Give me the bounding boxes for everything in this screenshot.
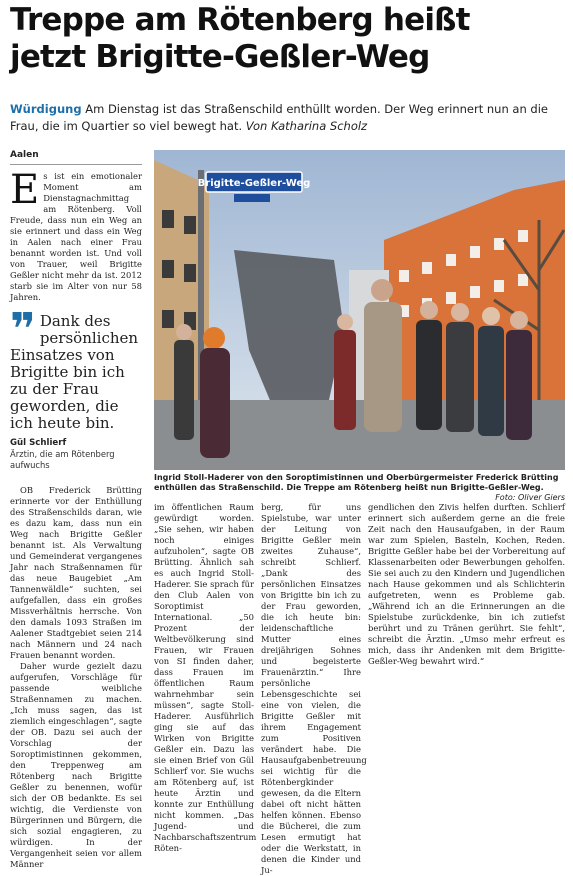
quote-mark-icon: ❞: [10, 304, 36, 355]
photo-caption: [154, 473, 565, 503]
text-column-2: [261, 502, 367, 876]
column-1-text: im öffentlichen Raum gewürdigt worden. „Sie sehen, wir haben noch einiges aufzuholen“, sagte OB Brütting. Ähnlich sah es auch Ingrid Stoll-Haderer. Sie sprach für den Club Aalen von Soroptimist International. „50 Prozent der Weltbevölkerung sind Frauen, wir Frauen von SI finden daher, dass Frauen im öffentlichen Raum wahrnehmbar sein müssen“, sagte Stoll-Haderer. Ausführlich ging sie auf das Wirken von Brigitte Geßler ein. Dazu las sie einen Brief von Gül Schlierf vor. Sie wuchs am Rötenberg auf, ist heute Ärztin und konnte zur Enthüllung nicht kommen. „Das Jugend- und Nachbarschaftszentrum Röten-: [154, 502, 257, 853]
caption-text: Ingrid Stoll-Haderer von den Soroptimistinnen und Oberbürgermeister Frederick Brütting enthüllen das Straßenschild. Die Treppe am Rötenberg heißt nun Brigitte-Geßler-Weg.: [154, 473, 559, 492]
column-3-text: gendlichen den Zivis helfen durften. Schlierf erinnert sich außerdem gerne an die freie Zeit nach den Hausaufgaben, in der Raum war zum Spielen, Basteln, Kochen, Reden. Brigitte Geßler habe bei der Vorbereitung auf Klassenarbeiten oder Bewerbungen geholfen. Sie sei auch zu den Kindern und Jugendlichen nach Hause gekommen und als Schlichterin aufgetreten, wenn es Probleme gab. „Während ich an die Erinnerungen an die Spielstube zurückdenke, bin ich zutiefst berührt und zu Tränen gerührt. Sie fehlt“, schreibt die Ärztin. „Umso mehr erfreut es mich, dass ihr Andenken mit dem Brigitte-Geßler-Weg bewahrt wird.“: [368, 502, 565, 666]
intro-text: Am Dienstag ist das Straßenschild enthüllt worden. Der Weg erinnert nun an die Frau, die im Quartier so viel bewegt hat.: [10, 102, 548, 133]
quote-text: Dank des persönlichen Einsatzes von Brigitte bin ich zu der Frau geworden, die ich heute bin.: [10, 312, 139, 432]
article-photo: [154, 150, 565, 470]
pull-quote: [10, 304, 142, 471]
quote-author-role: Ärztin, die am Rötenberg aufwuchs: [10, 449, 115, 470]
left-column: [10, 150, 142, 870]
headline-line-2: jetzt Brigitte-Geßler-Weg: [10, 39, 430, 75]
intro-author: Von Katharina Scholz: [245, 119, 368, 133]
lead-paragraph: [10, 167, 142, 303]
quote-author: Gül Schlierf: [10, 438, 67, 448]
street-sign-text: Brigitte-Geßler-Weg: [197, 178, 311, 189]
intro-paragraph: [10, 101, 565, 135]
headline: [10, 2, 565, 76]
photo-credit: Foto: Oliver Giers: [495, 493, 565, 502]
body-paragraph-2: Daher wurde gezielt dazu aufgerufen, Vorschläge für passende weibliche Straßennamen zu machen. „Ich muss sagen, das ist ziemlich eingeschlagen“, sagte der OB. Dazu sei auch der Vorschlag der Soroptimistinnen gekommen, den Treppenweg am Rötenberg nach Brigitte Geßler zu benennen, wofür sich der OB bedankte. Es sei wichtig, die Verdienste von Bürgerinnen und Bürgern, die sich sozial engagieren, zu würdigen. In der Vergangenheit seien vor allem Männer: [10, 661, 142, 869]
body-paragraph-1: OB Frederick Brütting erinnerte vor der Enthüllung des Straßenschilds daran, wie es dazu kam, dass nun ein Weg nach Brigitte Geßler benannt ist. Als Verwaltung und Gemeinderat vergangenes Jahr nach Straßennamen für das neue Baugebiet „Am Tannenwäldle“ suchten, sei aufgefallen, dass ein großes Missverhältnis herrsche. Von den damals 1093 Straßen im Aalener Stadtgebiet seien 214 nach Männern und 24 nach Frauen benannt worden.: [10, 485, 142, 660]
drop-cap: E: [10, 167, 40, 213]
intro-kicker: Würdigung: [10, 102, 82, 116]
text-column-1: [154, 502, 257, 854]
section-label: Aalen: [10, 150, 142, 165]
text-column-3: [368, 502, 565, 667]
photo-illustration: [154, 150, 565, 470]
column-2-text: berg, für uns Spielstube, war unter der Leitung von Brigitte Geßler mein zweites Zuhause“, schreibt Schlierf. „Dank des persönlichen Einsatzes von Brigitte bin ich zu der Frau geworden, die ich heute bin: leidenschaftliche Mutter eines dreijährigen Sohnes und begeisterte Frauenärztin.“ Ihre persönliche Lebensgeschichte sei eine von vielen, die Brigitte Geßler mit ihrem Engagement zum Positiven verändert habe. Die Hausaufgabenbetreuung sei wichtig für die Rötenbergkinder gewesen, da die Eltern dabei oft nicht hätten helfen können. Ebenso die Bücherei, die zum Lesen ermutigt hat oder die Werkstatt, in denen die Kinder und Ju-: [261, 502, 367, 875]
headline-line-1: Treppe am Rötenberg heißt: [10, 2, 470, 38]
lead-text: s ist ein emotionaler Moment am Dienstagnachmittag am Rötenberg. Voll Freude, dass nun ein Weg an sie erinnert und dass ein Weg in Aalen nach einer Frau benannt worden ist. Und voll von Trauer, weil Brigitte Geßler nicht mehr da ist. 2012 starb sie im Alter von nur 58 Jahren.: [10, 171, 142, 302]
